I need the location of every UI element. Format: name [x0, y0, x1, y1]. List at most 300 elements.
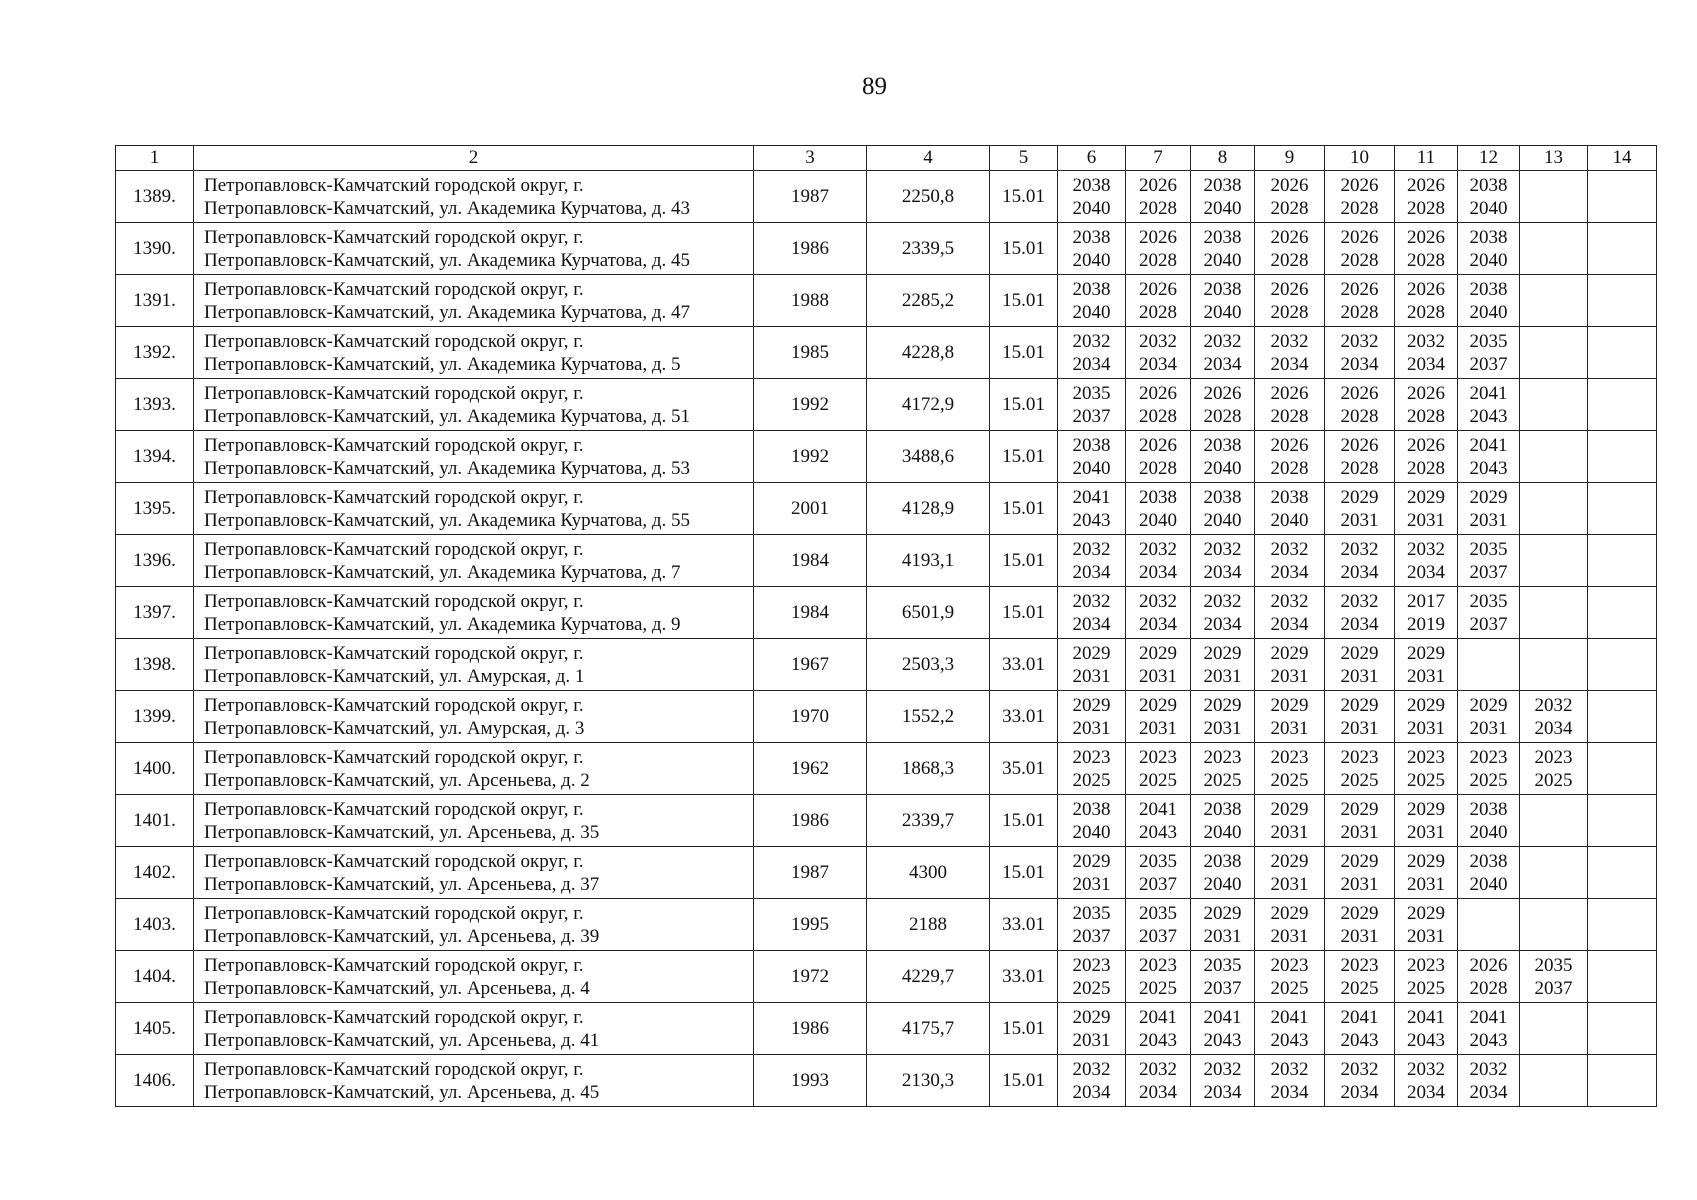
- period-cell-col-10: [1325, 691, 1395, 743]
- period-end-year: 2034: [1340, 561, 1379, 583]
- period-end-year: 2028: [1407, 405, 1445, 427]
- period-end-year: 2037: [1203, 977, 1242, 999]
- period-start-year: 2035: [1534, 954, 1573, 976]
- period-cell-col-11: [1395, 951, 1458, 1003]
- address-cell: [194, 327, 754, 379]
- period-start-year: 2032: [1407, 1058, 1445, 1080]
- period-start-year: 2029: [1203, 902, 1242, 924]
- period-end-year: 2037: [1469, 353, 1508, 375]
- column-header-9: 9: [1255, 146, 1325, 171]
- period-cell-col-7: [1126, 275, 1191, 327]
- period-cell-col-7: [1126, 1003, 1191, 1055]
- address-line-2: Петропавловск-Камчатский, ул. Академика Курчатова, д. 7: [204, 561, 681, 583]
- address-line-1: Петропавловск-Камчатский городской округ, г.: [204, 850, 584, 872]
- period-end-year: 2028: [1270, 197, 1309, 219]
- address-line-1: Петропавловск-Камчатский городской округ, г.: [204, 174, 584, 196]
- period-cell-col-11: [1395, 223, 1458, 275]
- period-cell-col-9: [1255, 899, 1325, 951]
- address-line-2: Петропавловск-Камчатский, ул. Арсеньева, д. 39: [204, 925, 600, 947]
- code-cell: 15.01: [990, 1003, 1058, 1055]
- area-cell: 4175,7: [867, 1003, 990, 1055]
- period-end-year: 2043: [1469, 457, 1508, 479]
- period-cell-col-11: [1395, 1055, 1458, 1107]
- period-cell-col-14: [1588, 171, 1657, 223]
- build-year-cell: 1970: [754, 691, 867, 743]
- address-line-2: Петропавловск-Камчатский, ул. Академика Курчатова, д. 53: [204, 457, 691, 479]
- column-header-1: 1: [116, 146, 194, 171]
- period-start-year: 2026: [1340, 434, 1379, 456]
- period-end-year: 2025: [1270, 977, 1309, 999]
- period-cell-col-7: [1126, 899, 1191, 951]
- period-start-year: 2026: [1407, 278, 1445, 300]
- period-cell-col-6: [1058, 1055, 1126, 1107]
- column-header-13: 13: [1520, 146, 1588, 171]
- period-cell-col-7: [1126, 847, 1191, 899]
- period-start-year: 2035: [1203, 954, 1242, 976]
- period-end-year: 2028: [1139, 301, 1177, 323]
- period-cell-col-8: [1191, 587, 1255, 639]
- period-cell-col-7: [1126, 327, 1191, 379]
- period-start-year: 2038: [1469, 798, 1508, 820]
- period-cell-col-12: [1458, 795, 1520, 847]
- period-cell-col-9: [1255, 847, 1325, 899]
- page-number: 89: [862, 73, 887, 100]
- period-end-year: 2028: [1407, 197, 1445, 219]
- period-start-year: 2035: [1072, 382, 1111, 404]
- period-cell-col-11: [1395, 379, 1458, 431]
- period-start-year: 2029: [1340, 798, 1379, 820]
- period-end-year: 2031: [1340, 925, 1379, 947]
- table-row: [116, 327, 1657, 379]
- row-number-cell: 1395.: [116, 483, 194, 535]
- address-cell: [194, 639, 754, 691]
- period-cell-col-12: [1458, 743, 1520, 795]
- period-cell-col-9: [1255, 483, 1325, 535]
- period-start-year: 2032: [1340, 330, 1379, 352]
- period-end-year: 2040: [1072, 249, 1111, 271]
- period-start-year: 2023: [1340, 746, 1379, 768]
- area-cell: 2250,8: [867, 171, 990, 223]
- period-end-year: 2040: [1203, 457, 1242, 479]
- period-end-year: 2025: [1072, 977, 1111, 999]
- period-cell-col-13: [1520, 483, 1588, 535]
- period-cell-col-14: [1588, 639, 1657, 691]
- period-end-year: 2040: [1469, 301, 1508, 323]
- period-start-year: 2032: [1072, 538, 1111, 560]
- period-end-year: 2040: [1203, 873, 1242, 895]
- period-start-year: 2023: [1139, 746, 1177, 768]
- period-start-year: 2023: [1407, 954, 1445, 976]
- area-cell: 4172,9: [867, 379, 990, 431]
- period-end-year: 2034: [1340, 613, 1379, 635]
- area-cell: 2503,3: [867, 639, 990, 691]
- period-cell-col-13: [1520, 327, 1588, 379]
- period-end-year: 2040: [1203, 197, 1242, 219]
- period-start-year: 2029: [1407, 642, 1445, 664]
- table-row: [116, 379, 1657, 431]
- period-cell-col-6: [1058, 691, 1126, 743]
- period-cell-col-14: [1588, 379, 1657, 431]
- address-line-2: Петропавловск-Камчатский, ул. Арсеньева, д. 45: [204, 1081, 600, 1103]
- period-cell-col-14: [1588, 1003, 1657, 1055]
- period-start-year: 2035: [1072, 902, 1111, 924]
- period-end-year: 2025: [1340, 769, 1379, 791]
- row-number-cell: 1403.: [116, 899, 194, 951]
- period-cell-col-9: [1255, 1055, 1325, 1107]
- period-end-year: 2043: [1270, 1029, 1309, 1051]
- period-cell-col-12: [1458, 379, 1520, 431]
- period-start-year: 2032: [1139, 538, 1177, 560]
- period-cell-col-6: [1058, 899, 1126, 951]
- row-number-cell: 1406.: [116, 1055, 194, 1107]
- period-end-year: 2043: [1072, 509, 1111, 531]
- row-number-cell: 1397.: [116, 587, 194, 639]
- period-start-year: 2029: [1203, 642, 1242, 664]
- period-end-year: 2034: [1469, 1081, 1508, 1103]
- period-cell-col-12: [1458, 899, 1520, 951]
- period-end-year: 2040: [1469, 249, 1508, 271]
- period-end-year: 2031: [1407, 665, 1445, 687]
- period-start-year: 2038: [1469, 174, 1508, 196]
- period-cell-col-13: [1520, 223, 1588, 275]
- period-end-year: 2025: [1469, 769, 1508, 791]
- table-row: [116, 899, 1657, 951]
- period-end-year: 2028: [1270, 249, 1309, 271]
- period-start-year: 2026: [1270, 226, 1309, 248]
- period-end-year: 2037: [1139, 925, 1177, 947]
- period-end-year: 2043: [1469, 405, 1508, 427]
- period-cell-col-11: [1395, 327, 1458, 379]
- address-line-2: Петропавловск-Камчатский, ул. Арсеньева, д. 35: [204, 821, 600, 843]
- period-end-year: 2034: [1340, 1081, 1379, 1103]
- period-cell-col-13: [1520, 951, 1588, 1003]
- period-cell-col-6: [1058, 171, 1126, 223]
- area-cell: 2188: [867, 899, 990, 951]
- period-end-year: 2028: [1407, 249, 1445, 271]
- period-start-year: 2029: [1340, 902, 1379, 924]
- period-cell-col-13: [1520, 171, 1588, 223]
- period-end-year: 2025: [1139, 769, 1177, 791]
- period-start-year: 2038: [1072, 174, 1111, 196]
- address-line-2: Петропавловск-Камчатский, ул. Арсеньева, д. 2: [204, 769, 590, 791]
- period-end-year: 2031: [1072, 717, 1111, 739]
- code-cell: 33.01: [990, 899, 1058, 951]
- period-start-year: 2032: [1340, 538, 1379, 560]
- period-start-year: 2029: [1072, 1006, 1111, 1028]
- period-cell-col-9: [1255, 275, 1325, 327]
- period-end-year: 2025: [1072, 769, 1111, 791]
- period-cell-col-8: [1191, 795, 1255, 847]
- address-line-2: Петропавловск-Камчатский, ул. Арсеньева, д. 41: [204, 1029, 600, 1051]
- period-end-year: 2034: [1139, 1081, 1177, 1103]
- period-cell-col-12: [1458, 327, 1520, 379]
- period-end-year: 2034: [1072, 353, 1111, 375]
- period-start-year: 2035: [1469, 590, 1508, 612]
- period-cell-col-10: [1325, 483, 1395, 535]
- period-start-year: 2032: [1270, 1058, 1309, 1080]
- period-cell-col-8: [1191, 1003, 1255, 1055]
- period-cell-col-13: [1520, 535, 1588, 587]
- address-line-2: Петропавловск-Камчатский, ул. Академика Курчатова, д. 47: [204, 301, 691, 323]
- period-end-year: 2043: [1139, 1029, 1177, 1051]
- code-cell: 15.01: [990, 795, 1058, 847]
- period-cell-col-7: [1126, 691, 1191, 743]
- table-row: [116, 795, 1657, 847]
- period-cell-col-12: [1458, 535, 1520, 587]
- period-cell-col-8: [1191, 691, 1255, 743]
- period-end-year: 2028: [1340, 457, 1379, 479]
- period-cell-col-13: [1520, 379, 1588, 431]
- period-cell-col-7: [1126, 743, 1191, 795]
- period-end-year: 2031: [1072, 665, 1111, 687]
- period-end-year: 2034: [1340, 353, 1379, 375]
- row-number-cell: 1393.: [116, 379, 194, 431]
- table-row: [116, 483, 1657, 535]
- period-start-year: 2038: [1469, 226, 1508, 248]
- period-cell-col-12: [1458, 171, 1520, 223]
- period-cell-col-14: [1588, 743, 1657, 795]
- period-cell-col-8: [1191, 847, 1255, 899]
- period-cell-col-14: [1588, 535, 1657, 587]
- period-start-year: 2038: [1072, 434, 1111, 456]
- period-cell-col-14: [1588, 847, 1657, 899]
- period-cell-col-10: [1325, 431, 1395, 483]
- period-start-year: 2029: [1407, 798, 1445, 820]
- row-number-cell: 1392.: [116, 327, 194, 379]
- period-start-year: 2032: [1270, 538, 1309, 560]
- period-cell-col-13: [1520, 275, 1588, 327]
- code-cell: 15.01: [990, 847, 1058, 899]
- table-row: [116, 691, 1657, 743]
- build-year-cell: 1995: [754, 899, 867, 951]
- address-cell: [194, 1003, 754, 1055]
- period-cell-col-11: [1395, 171, 1458, 223]
- period-end-year: 2031: [1407, 925, 1445, 947]
- period-cell-col-9: [1255, 327, 1325, 379]
- period-cell-col-14: [1588, 223, 1657, 275]
- period-cell-col-6: [1058, 847, 1126, 899]
- build-year-cell: 1962: [754, 743, 867, 795]
- period-start-year: 2038: [1072, 278, 1111, 300]
- period-end-year: 2040: [1203, 821, 1242, 843]
- period-cell-col-10: [1325, 951, 1395, 1003]
- address-line-2: Петропавловск-Камчатский, ул. Академика Курчатова, д. 43: [204, 197, 691, 219]
- period-start-year: 2032: [1340, 590, 1379, 612]
- period-cell-col-10: [1325, 743, 1395, 795]
- period-end-year: 2040: [1469, 821, 1508, 843]
- table-body: [116, 146, 1657, 1107]
- period-start-year: 2017: [1407, 590, 1445, 612]
- period-cell-col-7: [1126, 639, 1191, 691]
- period-start-year: 2023: [1340, 954, 1379, 976]
- row-number-cell: 1401.: [116, 795, 194, 847]
- period-start-year: 2032: [1072, 590, 1111, 612]
- table-row: [116, 1003, 1657, 1055]
- period-start-year: 2032: [1203, 538, 1242, 560]
- code-cell: 15.01: [990, 1055, 1058, 1107]
- build-year-cell: 1986: [754, 1003, 867, 1055]
- period-cell-col-10: [1325, 847, 1395, 899]
- period-start-year: 2023: [1407, 746, 1445, 768]
- table-row: [116, 639, 1657, 691]
- period-cell-col-11: [1395, 275, 1458, 327]
- period-end-year: 2028: [1139, 457, 1177, 479]
- period-end-year: 2034: [1203, 1081, 1242, 1103]
- period-start-year: 2029: [1270, 642, 1309, 664]
- build-year-cell: 1992: [754, 379, 867, 431]
- period-start-year: 2029: [1139, 694, 1177, 716]
- period-start-year: 2023: [1270, 746, 1309, 768]
- column-header-2: 2: [194, 146, 754, 171]
- period-end-year: 2025: [1203, 769, 1242, 791]
- period-cell-col-14: [1588, 431, 1657, 483]
- period-start-year: 2041: [1340, 1006, 1379, 1028]
- period-start-year: 2026: [1270, 382, 1309, 404]
- code-cell: 15.01: [990, 223, 1058, 275]
- period-end-year: 2040: [1469, 197, 1508, 219]
- period-end-year: 2040: [1072, 197, 1111, 219]
- period-start-year: 2038: [1469, 278, 1508, 300]
- build-year-cell: 2001: [754, 483, 867, 535]
- row-number-cell: 1405.: [116, 1003, 194, 1055]
- period-start-year: 2041: [1270, 1006, 1309, 1028]
- period-start-year: 2023: [1203, 746, 1242, 768]
- period-start-year: 2026: [1139, 174, 1177, 196]
- period-start-year: 2038: [1203, 174, 1242, 196]
- period-start-year: 2032: [1407, 538, 1445, 560]
- period-cell-col-13: [1520, 1003, 1588, 1055]
- period-cell-col-14: [1588, 327, 1657, 379]
- period-start-year: 2041: [1469, 434, 1508, 456]
- period-start-year: 2023: [1270, 954, 1309, 976]
- build-year-cell: 1986: [754, 795, 867, 847]
- period-cell-col-11: [1395, 899, 1458, 951]
- period-cell-col-8: [1191, 171, 1255, 223]
- period-start-year: 2029: [1340, 850, 1379, 872]
- period-start-year: 2038: [1203, 278, 1242, 300]
- period-end-year: 2025: [1270, 769, 1309, 791]
- period-end-year: 2025: [1407, 977, 1445, 999]
- period-end-year: 2034: [1407, 1081, 1445, 1103]
- period-cell-col-10: [1325, 171, 1395, 223]
- period-end-year: 2028: [1139, 249, 1177, 271]
- period-end-year: 2031: [1203, 717, 1242, 739]
- period-start-year: 2029: [1340, 642, 1379, 664]
- row-number-cell: 1399.: [116, 691, 194, 743]
- period-start-year: 2041: [1139, 798, 1177, 820]
- period-cell-col-7: [1126, 379, 1191, 431]
- area-cell: 2339,7: [867, 795, 990, 847]
- period-start-year: 2038: [1072, 226, 1111, 248]
- row-number-cell: 1402.: [116, 847, 194, 899]
- period-cell-col-12: [1458, 275, 1520, 327]
- address-line-2: Петропавловск-Камчатский, ул. Амурская, д. 1: [204, 665, 585, 687]
- period-start-year: 2032: [1407, 330, 1445, 352]
- period-cell-col-7: [1126, 587, 1191, 639]
- period-cell-col-7: [1126, 1055, 1191, 1107]
- address-line-2: Петропавловск-Камчатский, ул. Академика Курчатова, д. 55: [204, 509, 691, 531]
- code-cell: 15.01: [990, 587, 1058, 639]
- code-cell: 33.01: [990, 639, 1058, 691]
- address-line-1: Петропавловск-Камчатский городской округ, г.: [204, 902, 584, 924]
- row-number-cell: 1390.: [116, 223, 194, 275]
- address-cell: [194, 1055, 754, 1107]
- period-end-year: 2037: [1139, 873, 1177, 895]
- area-cell: 2130,3: [867, 1055, 990, 1107]
- period-start-year: 2032: [1270, 590, 1309, 612]
- column-header-8: 8: [1191, 146, 1255, 171]
- period-cell-col-8: [1191, 535, 1255, 587]
- table-row: [116, 431, 1657, 483]
- period-start-year: 2035: [1469, 330, 1508, 352]
- period-cell-col-11: [1395, 847, 1458, 899]
- period-end-year: 2031: [1469, 509, 1508, 531]
- period-cell-col-10: [1325, 275, 1395, 327]
- period-cell-col-7: [1126, 171, 1191, 223]
- period-end-year: 2028: [1270, 405, 1309, 427]
- period-end-year: 2034: [1139, 561, 1177, 583]
- build-year-cell: 1984: [754, 587, 867, 639]
- period-start-year: 2026: [1407, 174, 1445, 196]
- period-end-year: 2040: [1072, 821, 1111, 843]
- period-cell-col-11: [1395, 1003, 1458, 1055]
- period-start-year: 2029: [1270, 798, 1309, 820]
- period-end-year: 2040: [1469, 873, 1508, 895]
- period-end-year: 2028: [1407, 301, 1445, 323]
- period-end-year: 2025: [1407, 769, 1445, 791]
- period-end-year: 2034: [1139, 353, 1177, 375]
- period-cell-col-6: [1058, 483, 1126, 535]
- period-end-year: 2031: [1270, 821, 1309, 843]
- column-header-4: 4: [867, 146, 990, 171]
- period-end-year: 2040: [1072, 457, 1111, 479]
- code-cell: 15.01: [990, 379, 1058, 431]
- period-start-year: 2026: [1340, 174, 1379, 196]
- period-start-year: 2026: [1340, 382, 1379, 404]
- period-start-year: 2029: [1407, 694, 1445, 716]
- address-line-2: Петропавловск-Камчатский, ул. Арсеньева, д. 4: [204, 977, 590, 999]
- period-start-year: 2029: [1270, 902, 1309, 924]
- address-cell: [194, 587, 754, 639]
- address-line-1: Петропавловск-Камчатский городской округ, г.: [204, 226, 584, 248]
- period-start-year: 2023: [1469, 746, 1508, 768]
- period-end-year: 2037: [1072, 405, 1111, 427]
- address-line-1: Петропавловск-Камчатский городской округ, г.: [204, 642, 584, 664]
- period-start-year: 2041: [1407, 1006, 1445, 1028]
- address-line-1: Петропавловск-Камчатский городской округ, г.: [204, 330, 584, 352]
- period-cell-col-11: [1395, 483, 1458, 535]
- period-cell-col-13: [1520, 795, 1588, 847]
- period-end-year: 2034: [1534, 717, 1573, 739]
- period-end-year: 2034: [1072, 561, 1111, 583]
- period-end-year: 2034: [1270, 613, 1309, 635]
- period-cell-col-14: [1588, 899, 1657, 951]
- period-start-year: 2032: [1203, 1058, 1242, 1080]
- period-cell-col-13: [1520, 639, 1588, 691]
- address-cell: [194, 899, 754, 951]
- row-number-cell: 1394.: [116, 431, 194, 483]
- period-end-year: 2031: [1407, 509, 1445, 531]
- code-cell: 35.01: [990, 743, 1058, 795]
- period-end-year: 2025: [1139, 977, 1177, 999]
- period-end-year: 2040: [1270, 509, 1309, 531]
- row-number-cell: 1400.: [116, 743, 194, 795]
- build-year-cell: 1967: [754, 639, 867, 691]
- period-cell-col-9: [1255, 379, 1325, 431]
- period-end-year: 2040: [1072, 301, 1111, 323]
- address-cell: [194, 795, 754, 847]
- period-cell-col-6: [1058, 587, 1126, 639]
